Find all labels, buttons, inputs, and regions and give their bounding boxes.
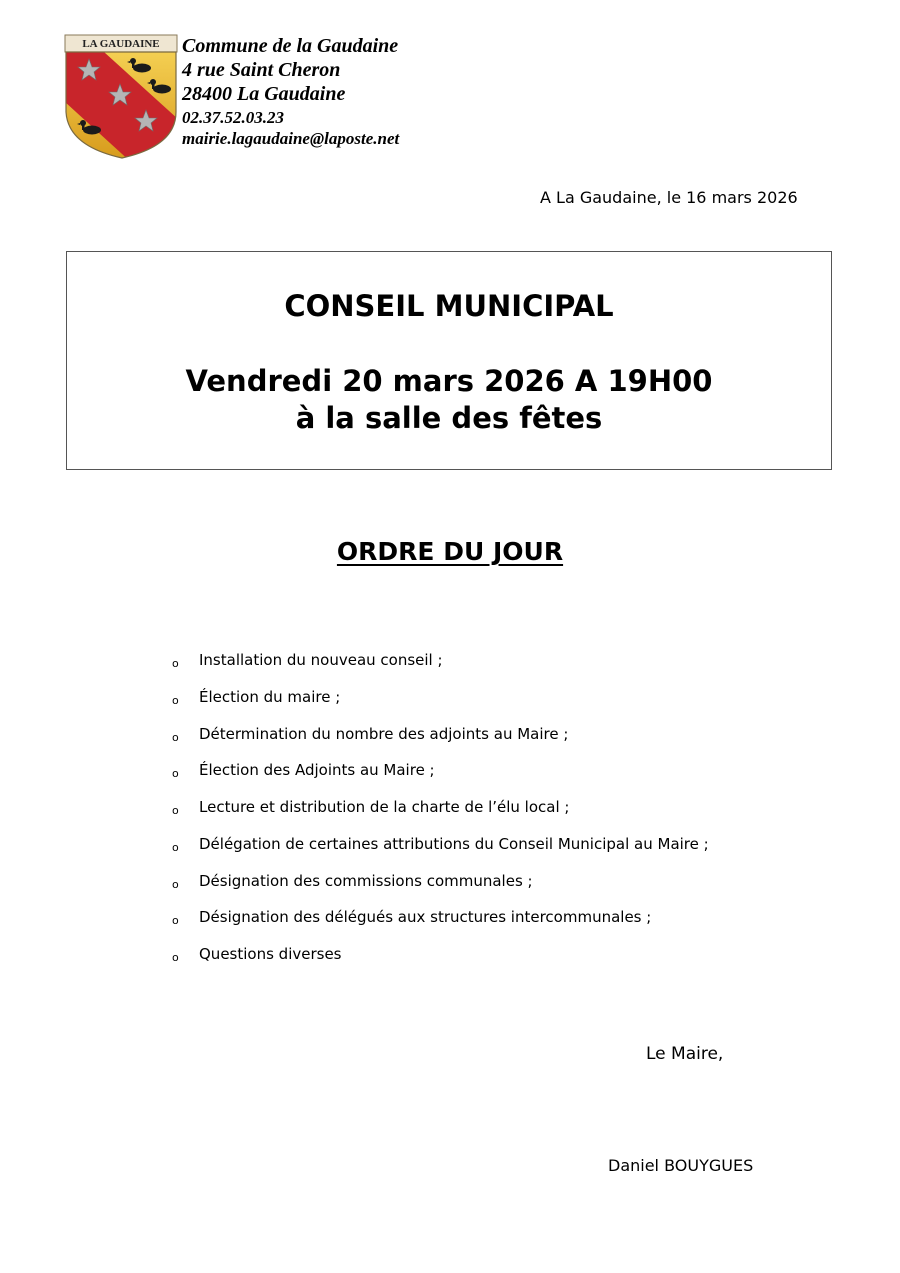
signature-title: Le Maire, (646, 1044, 724, 1064)
bullet-icon: o (172, 657, 179, 670)
phone-number: 02.37.52.03.23 (182, 108, 284, 127)
agenda-item-text: Élection des Adjoints au Maire ; (199, 761, 435, 780)
list-item (172, 942, 709, 979)
commune-name: Commune de la Gaudaine (182, 35, 399, 57)
agenda-item-text: Délégation de certaines attributions du Conseil Municipal au Maire ; (199, 834, 709, 853)
list-item (172, 795, 709, 832)
meeting-title: CONSEIL MUNICIPAL (284, 289, 614, 323)
list-item (172, 905, 709, 942)
street-address: 4 rue Saint Cheron (182, 59, 341, 81)
agenda-item-text: Installation du nouveau conseil ; (199, 651, 443, 669)
email-address: mairie.lagaudaine@laposte.net (182, 129, 400, 148)
list-item (172, 648, 709, 685)
list-item (172, 685, 709, 722)
list-item (172, 758, 709, 795)
title-box (66, 251, 832, 470)
agenda-heading (0, 536, 900, 568)
agenda-item-text: Désignation des délégués aux structures intercommunales ; (199, 908, 652, 927)
agenda-item-text: Désignation des commissions communales ; (199, 871, 533, 890)
bullet-icon: o (172, 840, 179, 854)
agenda-item-text: Questions diverses (199, 945, 342, 963)
coat-of-arms-icon (64, 34, 180, 160)
bullet-icon: o (172, 914, 179, 928)
bullet-icon: o (172, 767, 179, 781)
agenda-item-text: Élection du maire ; (199, 687, 341, 706)
letter-date: A La Gaudaine, le 16 mars 2026 (540, 188, 798, 207)
meeting-place: à la salle des fêtes (295, 401, 603, 435)
agenda-heading-text: ORDRE DU JOUR (336, 537, 564, 566)
list-item (172, 722, 709, 759)
agenda-item-text: Détermination du nombre des adjoints au Maire ; (199, 724, 569, 743)
city-address: 28400 La Gaudaine (182, 83, 346, 105)
list-item (172, 869, 709, 906)
bullet-icon: o (172, 693, 179, 707)
list-item (172, 832, 709, 869)
signature-name: Daniel BOUYGUES (608, 1156, 754, 1175)
bullet-icon: o (172, 877, 179, 891)
bullet-icon: o (172, 951, 179, 964)
mairie-address-block (182, 34, 399, 149)
crest-label: LA GAUDAINE (82, 38, 160, 50)
meeting-date: Vendredi 20 mars 2026 A 19H00 (185, 364, 713, 398)
agenda-list (172, 648, 709, 979)
agenda-item-text: Lecture et distribution de la charte de l’élu local ; (199, 798, 570, 816)
bullet-icon: o (172, 804, 179, 817)
bullet-icon: o (172, 730, 179, 744)
